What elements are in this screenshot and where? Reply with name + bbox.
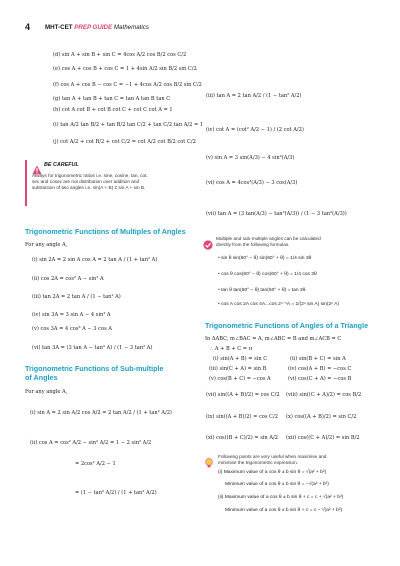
triangle-identity: (x) cos((A + B)/2) = sin C/2 — [286, 414, 357, 420]
triangle-identity: (vii) sin((A + B)/2) = cos C/2 — [206, 392, 280, 398]
tip-text: sin θ sin(60° − θ) sin(60° + θ) = 1/4 sin 3θ — [221, 256, 312, 261]
section-title-submultiples: Trigonometric Functions of Sub-multiple — [25, 364, 164, 373]
tip-intro-line: Multiple and sub-multiple angles can be calculated — [216, 236, 321, 241]
page-number: 4 — [25, 22, 31, 32]
tip-item — [218, 288, 305, 294]
careful-title: BE CAREFUL — [44, 162, 79, 168]
triangle-identity: (iv) cos(A + B) = −cos C — [288, 366, 352, 372]
tip-intro — [216, 236, 321, 248]
formula-cosa-half-alt: = 2cos² A/2 − 1 — [75, 461, 116, 467]
careful-note — [32, 173, 192, 191]
angle-sum: ∴ A + B + C = π — [210, 346, 253, 352]
triangle-identity: (i) sin(A + B) = sin C — [213, 356, 268, 362]
bullet-icon: • — [218, 302, 222, 307]
triangle-identity: (v) cos(B + C) = −cos A — [209, 376, 271, 382]
useful-intro — [218, 454, 326, 466]
bullet-icon: • — [218, 272, 222, 277]
useful-intro-line: Following points are very useful when maximise and — [218, 454, 327, 459]
tip-text: cos A cos 2A cos 4A...cos 2ⁿ⁻¹A = 1/(2ⁿ sin A) sin(2ⁿ A) — [221, 302, 339, 307]
prep-guide-label: PREP GUIDE — [74, 24, 113, 31]
useful-intro-line: minimise the trigonometric expression. — [218, 460, 298, 466]
section-intro: For any angle A, — [25, 242, 68, 248]
formula-tan3a: (vi) tan 3A = (3 tan A − tan³ A) / (1 − 3 tan² A) — [32, 345, 153, 351]
tip-text: cos θ cos(60° − θ) cos(60° + θ) = 1/4 cos 3θ — [221, 272, 317, 277]
section-title-multiples: Trigonometric Functions of Multiples of Angles — [25, 227, 186, 236]
triangle-identity: (viii) sin((C + A)/2) = cos B/2 — [286, 392, 362, 398]
formula-tana-half: (iii) tan A = 2 tan A/2 / (1 − tan² A/2) — [206, 93, 302, 99]
identity-h: (h) cot A cot B + cot B cot C + cot C cot A = 1 — [53, 107, 173, 113]
triangle-identity: (iii) sin(C + A) = sin B — [209, 366, 267, 372]
section-intro: For any angle A, — [25, 389, 68, 395]
tip-item — [218, 256, 311, 262]
identity-i: (i) tan A/2 tan B/2 + tan B/2 tan C/2 + tan C/2 tan A/2 = 1 — [53, 122, 204, 128]
triangle-identity: (vi) cos(C + A) = −cos B — [288, 376, 352, 382]
formula-cos2a: (ii) cos 2A = cos² A − sin² A — [32, 276, 104, 282]
useful-item: (ii) Maximum value of a cos θ ± b sin θ + c = c + √(a² + b²) — [218, 495, 344, 500]
identity-d: (d) sin A + sin B + sin C = 4cos A/2 cos B/2 cos C/2 — [53, 52, 187, 58]
formula-cosa-third: (vi) cos A = 4cos³(A/3) − 3 cos(A/3) — [206, 180, 298, 186]
check-icon — [203, 235, 213, 245]
formula-cota-half: (iv) cot A = (cot² A/2 − 1) / (2 cot A/2) — [206, 127, 304, 133]
careful-margin-bar — [25, 160, 27, 206]
useful-item: (i) Maximum value of a cos θ ± b sin θ = √(a² + b²) — [218, 470, 327, 475]
formula-sin3a: (iv) sin 3A = 3 sin A − 4 sin³ A — [32, 312, 111, 318]
triangle-identity: (xi) cos((B + C)/2) = sin A/2 — [206, 435, 278, 441]
formula-tan2a: (iii) tan 2A = 2 tan A / (1 − tan² A) — [32, 294, 121, 300]
warning-icon — [32, 160, 42, 170]
bullet-icon: • — [218, 288, 222, 293]
formula-sina-third: (v) sin A = 3 sin(A/3) − 4 sin³(A/3) — [206, 155, 295, 161]
series-name: MHT-CET — [45, 24, 75, 31]
formula-sina-half: (i) sin A = 2 sin A/2 cos A/2 = 2 tan A/2 / (1 + tan² A/2) — [30, 410, 172, 416]
bullet-icon: • — [218, 256, 222, 261]
section-title-submultiples-cont: of Angles — [25, 373, 58, 382]
subject-name: Mathematics — [112, 24, 149, 31]
tip-text: tan θ tan(60° − θ) tan(60° + θ) = tan 3θ — [221, 288, 306, 293]
identity-j: (j) cot A/2 + cot B/2 + cot C/2 = cot A/2 cot B/2 cot C/2 — [53, 139, 196, 145]
identity-e: (e) cos A + cos B + cos C = 1 + 4sin A/2 sin B/2 sin C/2 — [53, 66, 197, 72]
running-header — [45, 24, 149, 31]
useful-item: Minimum value of a cos θ ± b sin θ = −√(a² + b²) — [225, 482, 329, 487]
formula-tana-third: (vii) tan A = (3 tan(A/3) − tan³(A/3)) / (1 − 3 tan²(A/3)) — [206, 211, 347, 217]
tip-item — [218, 272, 317, 278]
identity-f: (f) cos A + cos B − cos C = −1 + 4cos A/2 cos B/2 sin C/2 — [53, 82, 202, 88]
formula-cos3a: (v) cos 3A = 4 cos³ A − 3 cos A — [32, 326, 112, 332]
section-title-triangle: Trigonometric Functions of Angles of a Triangle — [205, 321, 369, 330]
tip-item — [218, 302, 339, 308]
triangle-identity: (xii) cos((C + A)/2) = sin B/2 — [286, 435, 360, 441]
formula-cosa-half: (ii) cos A = cos² A/2 − sin² A/2 = 1 − 2 sin² A/2 — [30, 440, 152, 446]
formula-sin2a: (i) sin 2A = 2 sin A cos A = 2 tan A / (1 + tan² A) — [32, 257, 158, 263]
careful-line: sec and cosec are not distribution over addition and — [32, 179, 140, 185]
careful-line: Always for trigonometric ratios i.e. sine, cosine, tan, cot, — [32, 173, 148, 178]
formula-cosa-half-tan: = (1 − tan² A/2) / (1 + tan² A/2) — [75, 490, 157, 496]
careful-line: subtraction of two angles i.e. sin(A + B) ≠ sin A + sin B. — [32, 185, 146, 191]
tip-intro-line: directly from the following formulas. — [216, 242, 290, 248]
triangle-identity: (ix) sin((A + B)/2) = cos C/2 — [206, 414, 278, 420]
section-intro: In ΔABC, m∠BAC = A, m∠ABC = B and m∠ACB = C — [205, 336, 342, 342]
identity-g: (g) tan A + tan B + tan C = tan A tan B tan C — [53, 96, 171, 102]
lightbulb-icon — [203, 453, 215, 463]
triangle-identity: (ii) sin(B + C) = sin A — [290, 356, 346, 362]
useful-item: Minimum value of a cos θ ± b sin θ + c = c − √(a² + b²) — [225, 508, 343, 513]
